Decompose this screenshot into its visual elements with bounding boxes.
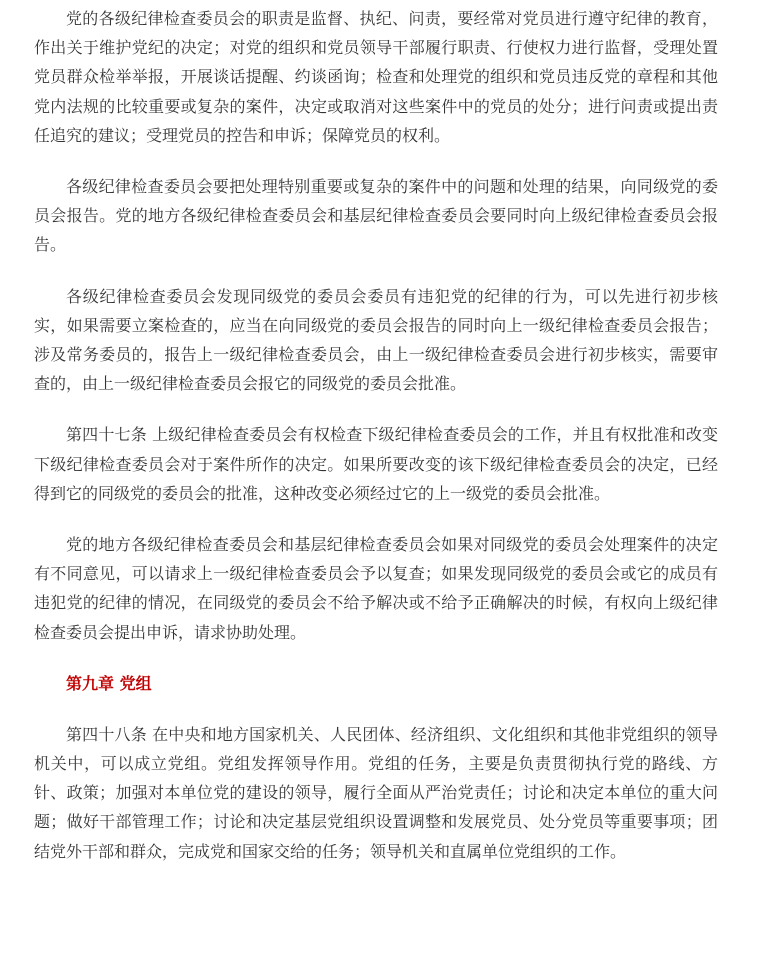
paragraph-committee-member-violations: 各级纪律检查委员会发现同级党的委员会委员有违犯党的纪律的行为，可以先进行初步核实，如果需要立案检查的，应当在向同级党的委员会报告的同时向上一级纪律检查委员会报告；涉及常务委员的，报告上一级纪律检查委员会，由上一级纪律检查委员会进行初步核实，需要审查的，由上一级纪律检查委员会报它的同级党的委员会批准。 <box>34 286 718 394</box>
article-body <box>34 4 718 888</box>
chapter-heading: 第九章 党组 <box>66 673 152 693</box>
paragraph-request-review: 党的地方各级纪律检查委员会和基层纪律检查委员会如果对同级党的委员会处理案件的决定有不同意见，可以请求上一级纪律检查委员会予以复查；如果发现同级党的委员会或它的成员有违犯党的纪律的情况，在同级党的委员会不给予解决或不给予正确解决的时候，有权向上级纪律检查委员会提出申诉，请求协助处理。 <box>34 535 718 642</box>
paragraph-discipline-commission-duties: 党的各级纪律检查委员会的职责是监督、执纪、问责，要经常对党员进行遵守纪律的教育，作出关于维护党纪的决定；对党的组织和党员领导干部履行职责、行使权力进行监督，受理处置党员群众检举举报，开展谈话提醒、约谈函询；检查和处理党的组织和党员违反党的章程和其他党内法规的比较重要或复杂的案件，决定或取消对这些案件中的党员的处分；进行问责或提出责任追究的建议；受理党员的控告和申诉；保障党员的权利。 <box>34 9 718 145</box>
paragraph-report-results: 各级纪律检查委员会要把处理特别重要或复杂的案件中的问题和处理的结果，向同级党的委员会报告。党的地方各级纪律检查委员会和基层纪律检查委员会要同时向上级纪律检查委员会报告。 <box>34 177 718 255</box>
paragraph-article-47: 第四十七条 上级纪律检查委员会有权检查下级纪律检查委员会的工作，并且有权批准和改变下级纪律检查委员会对于案件所作的决定。如果所要改变的该下级纪律检查委员会的决定，已经得到它的同级党的委员会的批准，这种改变必须经过它的上一级党的委员会批准。 <box>34 425 718 503</box>
paragraph-article-48: 第四十八条 在中央和地方国家机关、人民团体、经济组织、文化组织和其他非党组织的领导机关中，可以成立党组。党组发挥领导作用。党组的任务，主要是负责贯彻执行党的路线、方针、政策；加强对本单位党的建设的领导，履行全面从严治党责任；讨论和决定本单位的重大问题；做好干部管理工作；讨论和决定基层党组织设置调整和发展党员、处分党员等重要事项；团结党外干部和群众，完成党和国家交给的任务；领导机关和直属单位党组织的工作。 <box>34 724 718 861</box>
